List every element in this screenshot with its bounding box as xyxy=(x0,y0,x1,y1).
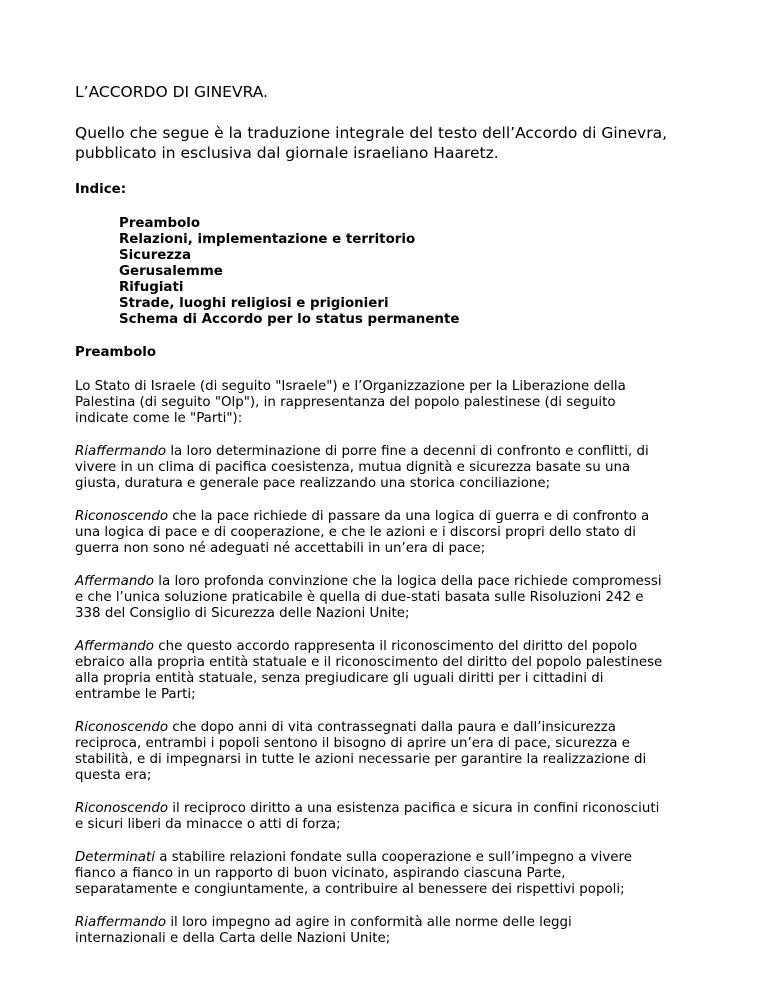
clause-lead-word: Affermando xyxy=(75,639,154,654)
paragraph-line: vivere in un clima di pacifica coesistenza, mutua dignità e sicurezza basate su una xyxy=(75,460,631,475)
paragraph-line xyxy=(75,639,705,655)
paragraph-line: questa era; xyxy=(75,768,152,783)
index-item: Sicurezza xyxy=(119,248,192,263)
clause-first-line-text: il loro impegno ad agire in conformità alle norme delle leggi xyxy=(166,915,572,930)
intro-line: Quello che segue è la traduzione integrale del testo dell’Accordo di Ginevra, xyxy=(75,124,667,142)
paragraph-line xyxy=(75,850,705,866)
preamble-clause xyxy=(75,720,705,784)
preamble-clause xyxy=(75,574,705,622)
paragraph-line: stabilità, e di impegnarsi in tutte le azioni necessarie per garantire la realizzazione di xyxy=(75,752,647,767)
paragraph-line: 338 del Consiglio di Sicurezza delle Nazioni Unite; xyxy=(75,606,410,621)
paragraph-line: indicate come le "Parti"): xyxy=(75,411,243,426)
index-list xyxy=(75,216,705,328)
paragraph-line: separatamente e congiuntamente, a contribuire al benessere dei rispettivi popoli; xyxy=(75,882,625,897)
preamble-clause xyxy=(75,444,705,492)
paragraph-line xyxy=(75,720,705,736)
clause-lead-word: Determinati xyxy=(75,850,155,865)
index-item: Relazioni, implementazione e territorio xyxy=(119,232,416,247)
paragraph-line: Palestina (di seguito "Olp"), in rappresentanza del popolo palestinese (di seguito xyxy=(75,395,616,410)
clause-lead-word: Riaffermando xyxy=(75,915,167,930)
section-heading: Preambolo xyxy=(75,345,157,360)
clause-lead-word: Riaffermando xyxy=(75,444,167,459)
paragraph-line xyxy=(75,574,705,590)
paragraph-line xyxy=(75,801,705,817)
paragraph-line: entrambe le Parti; xyxy=(75,687,196,702)
paragraph-line: ebraico alla propria entità statuale e il riconoscimento del diritto del popolo palestinese xyxy=(75,655,663,670)
document-page xyxy=(75,82,705,964)
preamble-clause xyxy=(75,801,705,833)
paragraph-line: internazionali e della Carta delle Nazioni Unite; xyxy=(75,931,391,946)
paragraph-line: una logica di pace e di cooperazione, e che le azioni e i discorsi propri dello stato di xyxy=(75,525,636,540)
clause-lead-word: Riconoscendo xyxy=(75,801,169,816)
paragraph-line xyxy=(75,509,705,525)
clause-first-line-text: che questo accordo rappresenta il riconoscimento del diritto del popolo xyxy=(154,639,638,654)
preamble-clause xyxy=(75,850,705,898)
preamble-clause xyxy=(75,639,705,703)
paragraph-line: fianco a fianco in un rapporto di buon vicinato, aspirando ciascuna Parte, xyxy=(75,866,566,881)
clause-first-line-text: a stabilire relazioni fondate sulla cooperazione e sull’impegno a vivere xyxy=(154,850,632,865)
preamble-clause xyxy=(75,509,705,557)
paragraph-line: guerra non sono né adeguati né accettabili in un’era di pace; xyxy=(75,541,486,556)
clause-first-line-text: la loro determinazione di porre fine a decenni di confronto e conflitti, di xyxy=(166,444,649,459)
paragraph-line: reciproca, entrambi i popoli sentono il bisogno di aprire un’era di pace, sicurezza e xyxy=(75,736,630,751)
paragraph-line: alla propria entità statuale, senza pregiudicare gli uguali diritti per i cittadini di xyxy=(75,671,604,686)
clause-first-line-text: che la pace richiede di passare da una logica di guerra e di confronto a xyxy=(168,509,650,524)
index-item: Rifugiati xyxy=(119,280,184,295)
intro-line: pubblicato in esclusiva dal giornale israeliano Haaretz. xyxy=(75,144,499,162)
paragraph-line: Lo Stato di Israele (di seguito "Israele") e l’Organizzazione per la Liberazione della xyxy=(75,379,626,394)
clause-first-line-text: che dopo anni di vita contrassegnati dalla paura e dall’insicurezza xyxy=(168,720,616,735)
clause-lead-word: Riconoscendo xyxy=(75,509,169,524)
paragraph-line: e che l’unica soluzione praticabile è quella di due-stati basata sulle Risoluzioni 242 e xyxy=(75,590,644,605)
intro-paragraph xyxy=(75,123,705,163)
clause-lead-word: Riconoscendo xyxy=(75,720,169,735)
paragraph-line xyxy=(75,915,705,931)
paragraph-line: giusta, duratura e generale pace realizzando una storica conciliazione; xyxy=(75,476,551,491)
opening-paragraph xyxy=(75,379,705,427)
clause-first-line-text: la loro profonda convinzione che la logica della pace richiede compromessi xyxy=(154,574,662,589)
clause-first-line-text: il reciproco diritto a una esistenza pacifica e sicura in confini riconosciuti xyxy=(168,801,660,816)
index-item: Gerusalemme xyxy=(119,264,223,279)
preamble-clauses xyxy=(75,444,705,947)
index-item: Schema di Accordo per lo status permanente xyxy=(119,312,460,327)
document-title: L’ACCORDO DI GINEVRA. xyxy=(75,83,268,101)
index-heading: Indice: xyxy=(75,182,127,197)
index-item: Strade, luoghi religiosi e prigionieri xyxy=(119,296,389,311)
clause-lead-word: Affermando xyxy=(75,574,154,589)
index-item: Preambolo xyxy=(119,216,201,231)
preamble-clause xyxy=(75,915,705,947)
paragraph-line: e sicuri liberi da minacce o atti di forza; xyxy=(75,817,341,832)
paragraph-line xyxy=(75,444,705,460)
